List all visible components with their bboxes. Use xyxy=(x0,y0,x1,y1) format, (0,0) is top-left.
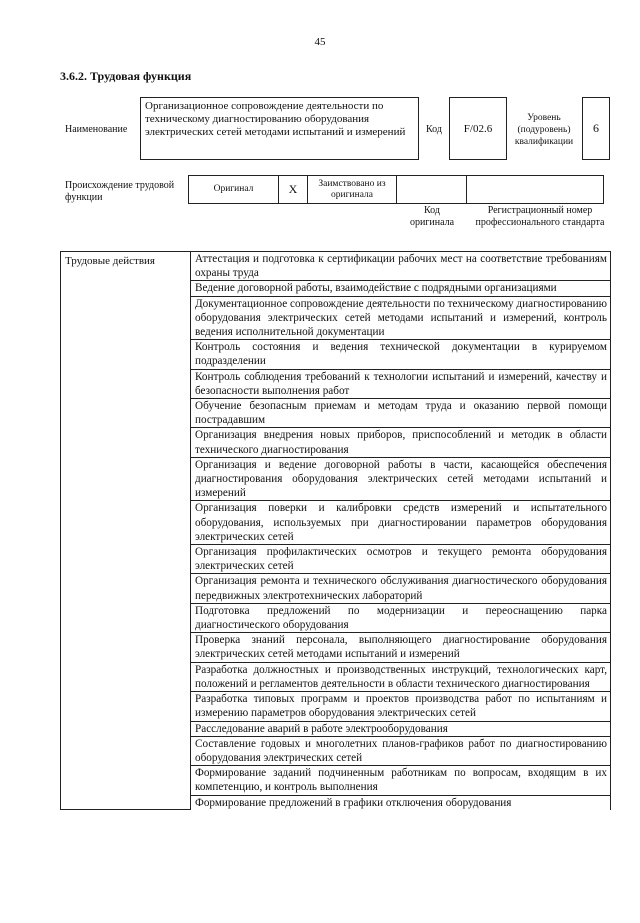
labor-action-text: Разработка типовых программ и проектов производства работ по испытаниям и измерению параметров оборудования электрических сетей xyxy=(195,693,607,720)
labor-action-item xyxy=(191,795,611,810)
labor-action-text: Формирование заданий подчиненным работникам по вопросам, входящим в их компетенцию, и контроль выполнения xyxy=(195,767,607,794)
labor-action-item xyxy=(191,428,611,457)
labor-action-text: Составление годовых и многолетних планов-графиков работ по диагностированию оборудования электрических сетей xyxy=(195,737,607,764)
labor-action-text: Организация профилактических осмотров и текущего ремонта оборудования электрических сетей xyxy=(195,546,607,573)
labor-actions-label: Трудовые действия xyxy=(61,252,191,810)
original-mark: X xyxy=(279,176,308,204)
labor-action-item xyxy=(191,736,611,765)
registration-number-caption: Регистрационный номер профессионального стандарта xyxy=(475,205,605,228)
labor-action-item xyxy=(191,692,611,721)
labor-action-text: Обучение безопасным приемам и методам труда и оказанию первой помощи пострадавшим xyxy=(195,400,607,427)
labor-action-text: Аттестация и подготовка к сертификации рабочих мест на соответствие требованиям охраны труда xyxy=(195,253,607,280)
origin-table xyxy=(188,175,604,204)
original-code-caption: Код оригинала xyxy=(409,205,455,228)
borrowed-label: Заимствовано из оригинала xyxy=(308,176,397,204)
labor-action-item xyxy=(191,662,611,691)
labor-actions-table xyxy=(60,251,611,810)
labor-action-text: Проверка знаний персонала, выполняющего диагностирование оборудования электрических сетей методами испытаний и измерений xyxy=(195,634,607,661)
function-name: Организационное сопровождение деятельности по техническому диагностированию оборудования электрических сетей методами испытаний и измерений xyxy=(140,97,419,160)
labor-action-item xyxy=(191,252,611,281)
labor-action-text: Организация ремонта и технического обслуживания диагностического оборудования передвижных электротехнических лабораторий xyxy=(195,575,607,602)
labor-action-item xyxy=(191,633,611,662)
labor-action-text: Контроль состояния и ведения технической документации в курируемом подразделении xyxy=(195,341,607,368)
labor-action-text: Организация и ведение договорной работы в части, касающейся обеспечения диагностирования оборудования электрических сетей методами испытаний и измерений xyxy=(195,458,607,500)
labor-action-text: Подготовка предложений по модернизации и переоснащению парка диагностического оборудования xyxy=(195,604,607,632)
registration-number-cell xyxy=(467,176,604,204)
original-label: Оригинал xyxy=(189,176,279,204)
labor-action-item xyxy=(191,721,611,736)
origin-label: Происхождение трудовой функции xyxy=(65,180,175,203)
labor-action-text: Расследование аварий в работе электрооборудования xyxy=(195,722,448,735)
level-label: Уровень (подуровень) квалификации xyxy=(514,113,574,147)
labor-action-text: Разработка должностных и производственных инструкций, технологических карт, положений и регламентов деятельности в области технического диагностирования xyxy=(195,663,607,690)
section-title: 3.6.2. Трудовая функция xyxy=(60,69,192,83)
table-row xyxy=(61,252,611,281)
labor-action-text: Формирование предложений в графики отключения оборудования xyxy=(195,796,512,809)
labor-action-text: Документационное сопровождение деятельности по техническому диагностированию оборудования электрических сетей методами испытаний и измерений, контроль ведения исполнительной документации xyxy=(195,297,607,339)
labor-action-text: Организация внедрения новых приборов, приспособлений и методик в области технического диагностирования xyxy=(195,429,607,456)
code-label: Код xyxy=(426,124,442,135)
labor-action-item xyxy=(191,603,611,632)
labor-action-item xyxy=(191,457,611,501)
labor-action-item xyxy=(191,574,611,603)
labor-action-text: Ведение договорной работы, взаимодействие с подрядными организациями xyxy=(195,282,557,295)
original-code-cell xyxy=(397,176,467,204)
page-number: 45 xyxy=(314,36,326,48)
name-label: Наименование xyxy=(65,124,128,135)
labor-action-text: Организация поверки и калибровки средств измерений и испытательного оборудования, используемых при диагностировании параметров оборудования электрических сетей xyxy=(195,502,607,543)
labor-action-item xyxy=(191,501,611,545)
code-value: F/02.6 xyxy=(449,97,507,160)
labor-action-item xyxy=(191,369,611,398)
labor-action-item xyxy=(191,766,611,795)
level-value: 6 xyxy=(582,97,610,160)
labor-action-text: Контроль соблюдения требований к технологии испытаний и измерений, качеству и безопасности выполнения работ xyxy=(195,370,607,397)
labor-action-item xyxy=(191,281,611,296)
labor-action-item xyxy=(191,545,611,574)
labor-action-item xyxy=(191,296,611,340)
labor-action-item xyxy=(191,399,611,428)
labor-action-item xyxy=(191,340,611,369)
